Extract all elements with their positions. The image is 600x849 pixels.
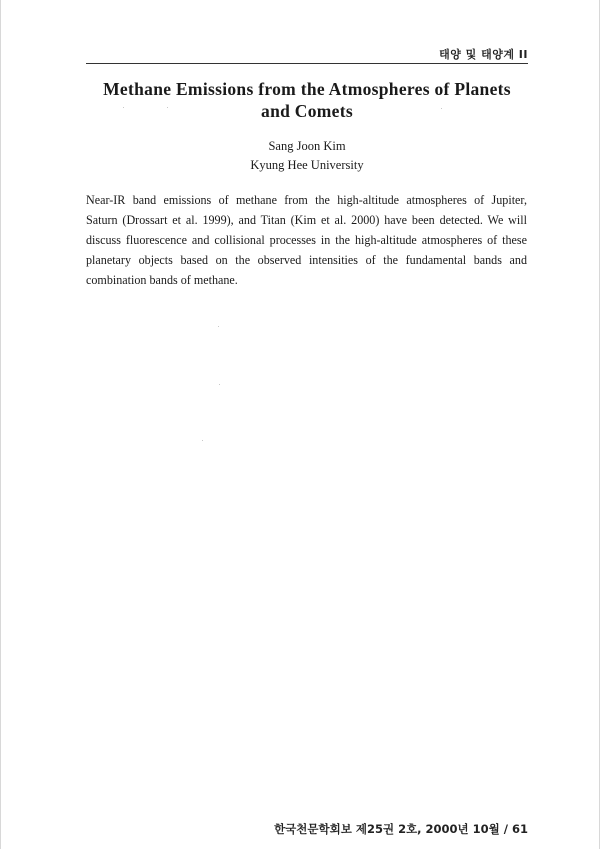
scan-speck <box>441 108 442 109</box>
abstract-line: Near-IR band emissions of methane from the high-altitude atmospheres of Jupiter, <box>86 193 527 207</box>
abstract <box>86 190 527 290</box>
scan-speck <box>123 107 124 108</box>
author-affiliation: Kyung Hee University <box>250 158 364 172</box>
running-header: 태양 및 태양계 II <box>439 48 528 61</box>
abstract-line: discuss fluorescence and collisional processes in the high-altitude atmospheres of these <box>86 233 527 247</box>
scan-speck <box>219 384 220 385</box>
journal-citation-footer: 한국천문학회보 제25권 2호, 2000년 10월 / 61 <box>274 822 528 836</box>
header-rule <box>86 63 528 64</box>
scan-speck <box>202 440 203 441</box>
paper-title-line-1: Methane Emissions from the Atmospheres of Planets <box>103 79 511 99</box>
scan-speck <box>218 326 219 327</box>
abstract-line: combination bands of methane. <box>86 273 238 287</box>
paper-title <box>86 78 528 122</box>
author-name: Sang Joon Kim <box>268 139 346 153</box>
paper-title-line-2: and Comets <box>261 101 353 121</box>
abstract-line: planetary objects based on the observed intensities of the fundamental bands and <box>86 253 527 267</box>
scan-speck <box>167 107 168 108</box>
abstract-line: Saturn (Drossart et al. 1999), and Titan (Kim et al. 2000) have been detected. We will <box>86 213 527 227</box>
